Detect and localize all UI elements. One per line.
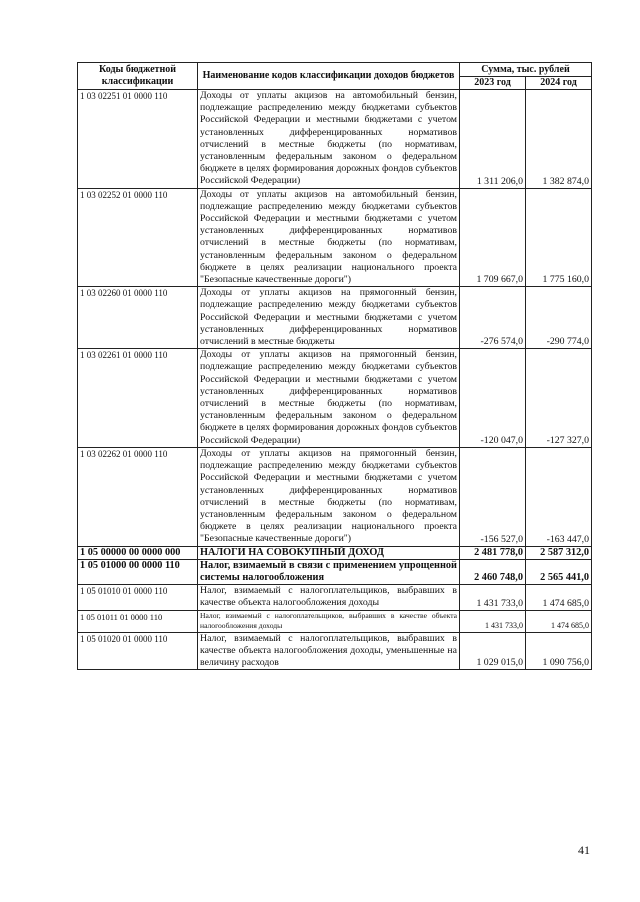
row-value-2024: 1 474 685,0 [526,610,592,632]
row-name: Налог, взимаемый в связи с применением упрощенной системы налогообложения [198,559,460,584]
row-code: 1 05 00000 00 0000 000 [78,546,198,559]
table-row [78,632,592,670]
row-name: Доходы от уплаты акцизов на прямогонный бензин, подлежащие распределению между бюджетами субъектов Российской Федерации и местными бюджетами с учетом установленных дифференцированных нормативов отчислений в местные бюджеты (по нормативам, установленным федеральным законом о федеральном бюджете в целях формирования дорожных фондов субъектов Российской Федерации) [198,349,460,448]
row-value-2023: 1 029 015,0 [460,632,526,670]
row-code: 1 03 02261 01 0000 110 [78,349,198,448]
row-name: Доходы от уплаты акцизов на автомобильный бензин, подлежащие распределению между бюджетами субъектов Российской Федерации и местными бюджетами с учетом установленных дифференцированных нормативов отчислений в местные бюджеты (по нормативам, установленным федеральным законом о федеральном бюджете в целях реализации национального проекта "Безопасные качественные дороги") [198,188,460,287]
row-value-2023: -156 527,0 [460,447,526,546]
row-code: 1 05 01020 01 0000 110 [78,632,198,670]
row-code: 1 03 02260 01 0000 110 [78,287,198,349]
row-name: Налог, взимаемый с налогоплательщиков, выбравших в качестве объекта налогообложения доходы [198,610,460,632]
table-row [78,585,592,610]
row-value-2023: -120 047,0 [460,349,526,448]
row-value-2024: 1 474 685,0 [526,585,592,610]
table-row [78,546,592,559]
table-row [78,349,592,448]
row-value-2023: 2 481 778,0 [460,546,526,559]
row-value-2023: -276 574,0 [460,287,526,349]
row-name: НАЛОГИ НА СОВОКУПНЫЙ ДОХОД [198,546,460,559]
header-name: Наименование кодов классификации доходов бюджетов [198,63,460,90]
row-name: Налог, взимаемый с налогоплательщиков, выбравших в качестве объекта налогообложения доходы [198,585,460,610]
table-row [78,447,592,546]
table-row [78,90,592,189]
row-value-2023: 2 460 748,0 [460,559,526,584]
budget-table [77,62,592,670]
table-row [78,188,592,287]
row-value-2023: 1 431 733,0 [460,585,526,610]
row-value-2024: -163 447,0 [526,447,592,546]
row-value-2024: 2 565 441,0 [526,559,592,584]
row-value-2023: 1 311 206,0 [460,90,526,189]
table-row [78,610,592,632]
row-name: Доходы от уплаты акцизов на прямогонный бензин, подлежащие распределению между бюджетами субъектов Российской Федерации и местными бюджетами с учетом установленных дифференцированных нормативов отчислений в местные бюджеты [198,287,460,349]
row-value-2024: 1 775 160,0 [526,188,592,287]
row-code: 1 05 01011 01 0000 110 [78,610,198,632]
row-code: 1 03 02252 01 0000 110 [78,188,198,287]
row-value-2024: -290 774,0 [526,287,592,349]
row-value-2024: -127 327,0 [526,349,592,448]
row-value-2024: 2 587 312,0 [526,546,592,559]
row-value-2024: 1 382 874,0 [526,90,592,189]
row-value-2023: 1 709 667,0 [460,188,526,287]
table-row [78,559,592,584]
row-code: 1 03 02262 01 0000 110 [78,447,198,546]
row-name: Доходы от уплаты акцизов на автомобильный бензин, подлежащие распределению между бюджетами субъектов Российской Федерации и местными бюджетами с учетом установленных дифференцированных нормативов отчислений в местные бюджеты (по нормативам, установленным федеральным законом о федеральном бюджете в целях формирования дорожных фондов субъектов Российской Федерации) [198,90,460,189]
row-code: 1 05 01010 01 0000 110 [78,585,198,610]
row-name: Налог, взимаемый с налогоплательщиков, выбравших в качестве объекта налогообложения доходы, уменьшенные на величину расходов [198,632,460,670]
row-name: Доходы от уплаты акцизов на прямогонный бензин, подлежащие распределению между бюджетами субъектов Российской Федерации и местными бюджетами с учетом установленных дифференцированных нормативов отчислений в местные бюджеты (по нормативам, установленным федеральным законом о федеральном бюджете в целях реализации национального проекта "Безопасные качественные дороги") [198,447,460,546]
header-code: Коды бюджетной классификации [78,63,198,90]
header-sum: Сумма, тыс. рублей [460,63,592,77]
row-value-2024: 1 090 756,0 [526,632,592,670]
header-year-2023: 2023 год [460,77,526,90]
page-number: 41 [578,843,590,857]
header-year-2024: 2024 год [526,77,592,90]
table-row [78,287,592,349]
row-code: 1 05 01000 00 0000 110 [78,559,198,584]
row-value-2023: 1 431 733,0 [460,610,526,632]
row-code: 1 03 02251 01 0000 110 [78,90,198,189]
